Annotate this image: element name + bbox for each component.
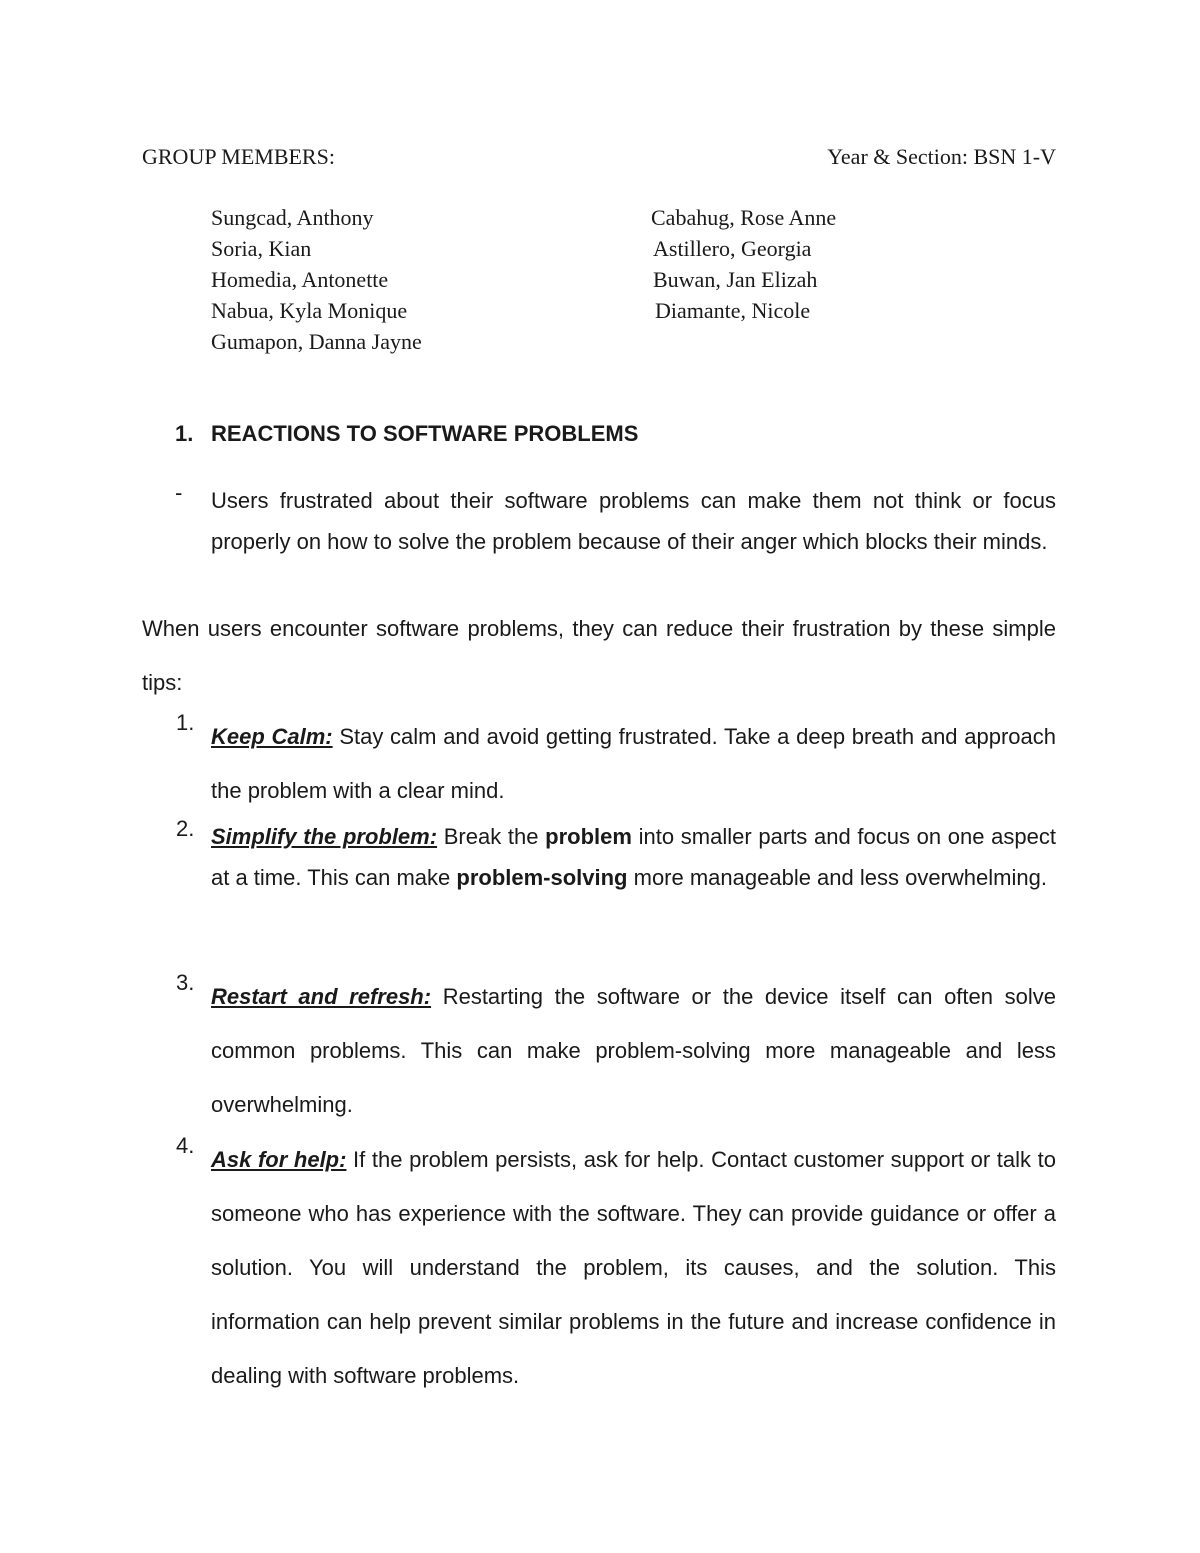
tip-item — [142, 970, 1056, 1132]
group-members-label: GROUP MEMBERS: — [142, 144, 335, 169]
member-name: Diamante, Nicole — [655, 298, 811, 323]
tip-text: Restarting the software or the device itself can often solve common problems. This can make problem-solving more manageable and less overwhelming. — [211, 984, 1056, 1117]
member-name: Buwan, Jan Elizah — [653, 267, 818, 292]
tip-keyword: problem — [545, 824, 632, 849]
tip-label: Keep Calm: — [211, 724, 333, 749]
tip-item — [142, 1133, 1056, 1403]
members-list-right — [651, 202, 836, 326]
dash-list-item — [142, 480, 1056, 562]
member-name: Astillero, Georgia — [653, 236, 812, 261]
year-section: Year & Section: BSN 1-V — [827, 144, 1056, 169]
member-name: Homedia, Antonette — [211, 267, 389, 292]
tip-label: Simplify the problem: — [211, 824, 438, 849]
tip-label: Restart and refresh: — [211, 984, 432, 1009]
section-heading — [175, 421, 638, 447]
tip-label: Ask for help: — [211, 1147, 347, 1172]
tip-body — [211, 1133, 1056, 1403]
member-name: Cabahug, Rose Anne — [651, 205, 837, 230]
tip-item — [142, 816, 1056, 898]
tip-text: into smaller parts and focus on one aspect at a time. This can make — [211, 824, 1056, 890]
section-title: REACTIONS TO SOFTWARE PROBLEMS — [211, 421, 639, 446]
tip-number: 2. — [176, 816, 195, 841]
tip-text: If the problem persists, ask for help. Contact customer support or talk to someone who has experience with the software. They can provide guidance or offer a solution. You will understand the problem, its causes, and the solution. This information can help prevent similar problems in the future and increase confidence in dealing with software problems. — [211, 1147, 1056, 1388]
tip-body — [211, 710, 1056, 818]
member-name: Soria, Kian — [211, 236, 312, 261]
tip-text: Break the — [437, 824, 546, 849]
member-name: Gumapon, Danna Jayne — [211, 329, 422, 354]
tip-keyword: problem-solving — [456, 865, 628, 890]
tip-text: more manageable and less overwhelming. — [627, 865, 1047, 890]
dash-item-text: Users frustrated about their software problems can make them not think or focus properly on how to solve the problem because of their anger which blocks their minds. — [211, 488, 1056, 554]
tip-number: 1. — [176, 710, 195, 735]
tip-item — [142, 710, 1056, 818]
tip-body — [211, 816, 1056, 898]
tip-text: Stay calm and avoid getting frustrated. Take a deep breath and approach the problem with a clear mind. — [211, 724, 1056, 803]
intro-paragraph: When users encounter software problems, they can reduce their frustration by these simple tips: — [142, 616, 1056, 695]
member-name: Sungcad, Anthony — [211, 205, 374, 230]
tip-number: 4. — [176, 1133, 195, 1158]
members-list-left — [211, 202, 422, 357]
tip-number: 3. — [176, 970, 195, 995]
dash-marker: - — [175, 480, 183, 505]
section-number: 1. — [175, 421, 194, 446]
tip-body — [211, 970, 1056, 1132]
member-name: Nabua, Kyla Monique — [211, 298, 408, 323]
